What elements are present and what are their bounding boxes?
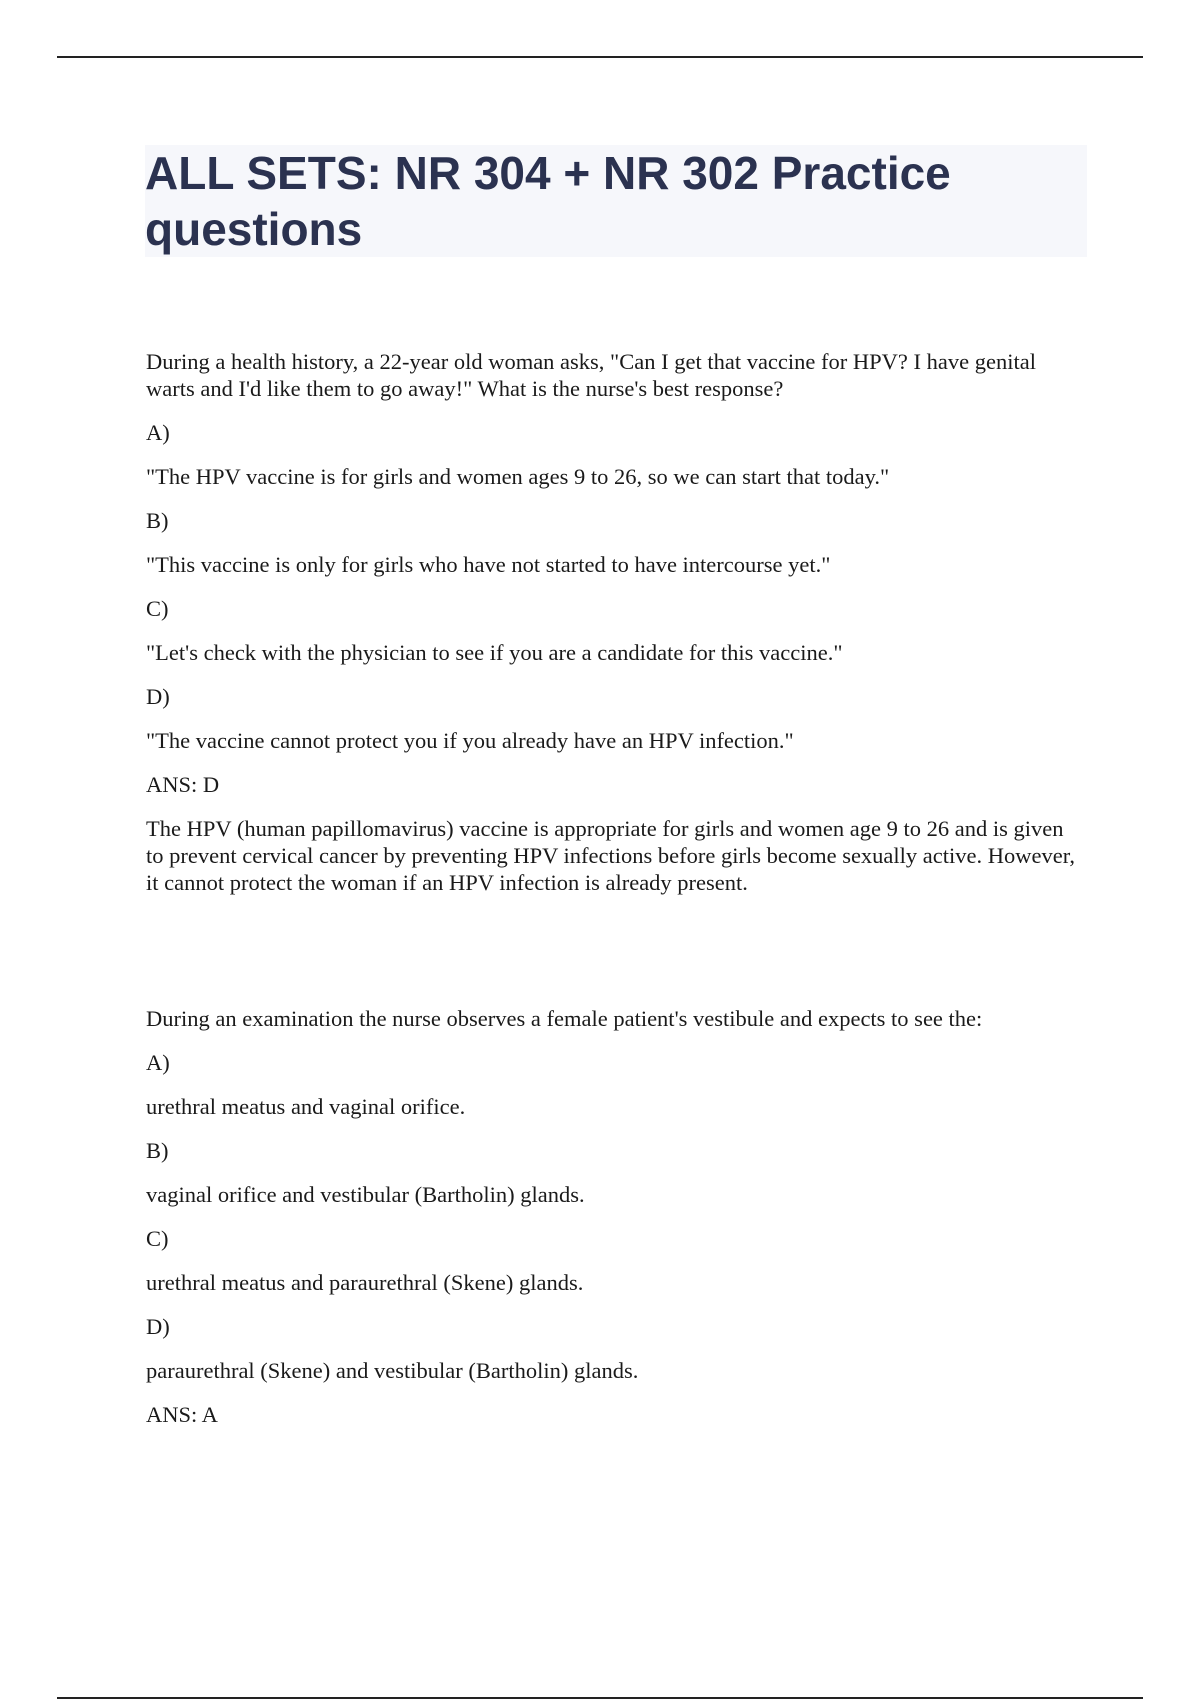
option-letter: D) [146,684,170,709]
option-text: urethral meatus and paraurethral (Skene) glands. [146,1270,584,1295]
option-text: "This vaccine is only for girls who have not started to have intercourse yet." [146,552,831,577]
option-text: urethral meatus and vaginal orifice. [146,1094,466,1119]
option-letter: C) [146,596,169,621]
answer-explanation: The HPV (human papillomavirus) vaccine is appropriate for girls and women age 9 to 26 and is given to prevent cervical cancer by preventing HPV infections before girls become sexually active. However, it cannot protect the woman if an HPV infection is already present. [146,816,1075,895]
option-text: "The vaccine cannot protect you if you already have an HPV infection." [146,728,794,753]
question-2 [146,1005,1086,1445]
option-letter: A) [146,420,170,445]
answer-key: ANS: D [146,772,220,797]
option-letter: A) [146,1050,170,1075]
option-text: "The HPV vaccine is for girls and women ages 9 to 26, so we can start that today." [146,464,890,489]
option-text: "Let's check with the physician to see if you are a candidate for this vaccine." [146,640,843,665]
question-stem: During a health history, a 22-year old woman asks, "Can I get that vaccine for HPV? I have genital warts and I'd like them to go away!" What is the nurse's best response? [146,349,1036,401]
question-stem: During an examination the nurse observes a female patient's vestibule and expects to see the: [146,1006,983,1031]
option-letter: D) [146,1314,170,1339]
option-text: paraurethral (Skene) and vestibular (Bartholin) glands. [146,1358,639,1383]
top-divider [57,56,1143,58]
question-1 [146,348,1086,913]
bottom-divider [57,1697,1143,1699]
answer-key: ANS: A [146,1402,218,1427]
option-text: vaginal orifice and vestibular (Bartholin) glands. [146,1182,585,1207]
option-letter: C) [146,1226,169,1251]
option-letter: B) [146,1138,169,1163]
option-letter: B) [146,508,169,533]
document-title: ALL SETS: NR 304 + NR 302 Practice questions [145,147,951,255]
